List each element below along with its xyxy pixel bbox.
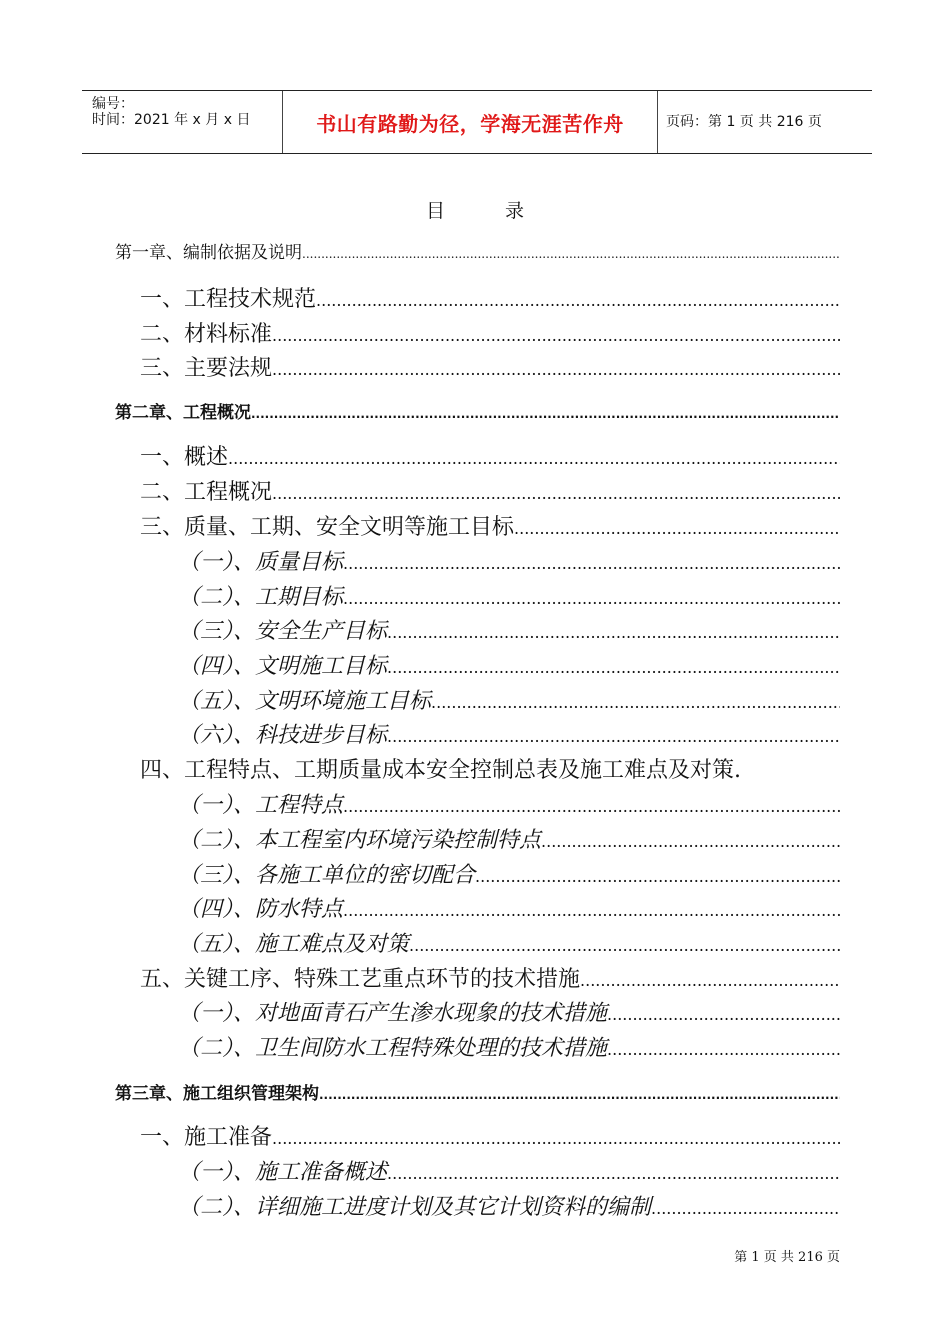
toc-entry[interactable] bbox=[115, 238, 840, 263]
toc-leader-dots bbox=[272, 360, 840, 379]
toc-leader-dots bbox=[302, 247, 840, 261]
toc-entry[interactable] bbox=[178, 545, 840, 576]
toc-leader-dots bbox=[272, 326, 840, 345]
toc-entry-text: （六）、科技进步目标 bbox=[178, 723, 388, 748]
toc-entry[interactable] bbox=[178, 996, 840, 1027]
toc-leader-dots bbox=[409, 936, 840, 955]
toc-entry[interactable] bbox=[178, 927, 840, 958]
toc-entry[interactable] bbox=[178, 684, 840, 715]
toc-entry-text: 一、施工准备 bbox=[140, 1125, 273, 1150]
toc-entry[interactable] bbox=[178, 823, 840, 854]
toc-entry-text: （一）、施工准备概述 bbox=[178, 1160, 388, 1185]
toc-entry[interactable] bbox=[178, 1190, 840, 1221]
toc-leader-dots bbox=[343, 554, 840, 573]
toc-leader-dots bbox=[541, 832, 840, 851]
toc-title: 目录 bbox=[425, 200, 584, 222]
toc-entry[interactable] bbox=[140, 510, 840, 541]
toc-leader-dots bbox=[251, 407, 840, 421]
toc-leader-dots bbox=[272, 1129, 840, 1148]
toc-leader-dots bbox=[272, 484, 840, 503]
toc-leader-dots bbox=[607, 1005, 840, 1024]
toc-entry-text: （二）、卫生间防水工程特殊处理的技术措施 bbox=[178, 1036, 608, 1061]
toc-leader-dots bbox=[514, 519, 840, 538]
toc-entry-text: （五）、施工难点及对策 bbox=[178, 932, 410, 957]
toc-entry[interactable] bbox=[140, 1120, 840, 1151]
toc-entry-text: 一、工程技术规范 bbox=[140, 287, 317, 312]
toc-entry[interactable] bbox=[140, 753, 840, 784]
toc-entry[interactable] bbox=[140, 962, 840, 993]
toc-leader-dots bbox=[387, 623, 840, 642]
toc-entry[interactable] bbox=[178, 788, 840, 819]
toc-entry[interactable] bbox=[140, 282, 840, 313]
toc-entry-text: 第二章、工程概况 bbox=[115, 403, 251, 423]
toc-entry-text: 第三章、施工组织管理架构 bbox=[115, 1084, 319, 1104]
toc-leader-dots bbox=[387, 1164, 840, 1183]
toc-entry-text: （三）、安全生产目标 bbox=[178, 619, 388, 644]
toc-entry-text: （四）、防水特点 bbox=[178, 897, 344, 922]
toc-leader-dots bbox=[580, 971, 840, 990]
toc-entry[interactable] bbox=[178, 614, 840, 645]
toc-entry-text: （一）、质量目标 bbox=[178, 550, 344, 575]
toc-leader-dots bbox=[475, 867, 840, 886]
toc-entry[interactable] bbox=[178, 892, 840, 923]
toc-entry[interactable] bbox=[178, 858, 840, 889]
toc-entry-text: 三、主要法规 bbox=[140, 356, 273, 381]
toc-entry-text: 二、材料标准 bbox=[140, 322, 273, 347]
toc-leader-dots bbox=[343, 589, 840, 608]
toc-leader-dots bbox=[431, 693, 840, 712]
header-page-number: 页码：第 1 页 共 216 页 bbox=[666, 114, 822, 130]
toc-leader-dots bbox=[651, 1199, 840, 1218]
toc-entry-text: 五、关键工序、特殊工艺重点环节的技术措施 bbox=[140, 967, 581, 992]
toc-leader-dots bbox=[607, 1040, 840, 1059]
toc-entry-text: （三）、各施工单位的密切配合 bbox=[178, 863, 476, 888]
toc-entry-text: （一）、工程特点 bbox=[178, 793, 344, 818]
toc-entry-text: （二）、本工程室内环境污染控制特点 bbox=[178, 828, 542, 853]
toc-entry[interactable] bbox=[115, 398, 840, 423]
toc-leader-dots bbox=[319, 1088, 840, 1102]
page-footer: 第 1 页 共 216 页 bbox=[734, 1250, 840, 1265]
toc-entry-text: 一、概述 bbox=[140, 445, 229, 470]
toc-leader-dots bbox=[316, 291, 840, 310]
toc-entry-text: 四、工程特点、工期质量成本安全控制总表及施工难点及对策. bbox=[140, 758, 741, 783]
toc-entry[interactable] bbox=[140, 440, 840, 471]
toc-entry[interactable] bbox=[178, 1031, 840, 1062]
header-motto: 书山有路勤为径，学海无涯苦作舟 bbox=[316, 111, 624, 136]
toc-entry-text: 二、工程概况 bbox=[140, 480, 273, 505]
toc-leader-dots bbox=[343, 901, 840, 920]
toc-entry-text: 第一章、编制依据及说明 bbox=[115, 243, 302, 263]
toc-entry-text: （二）、工期目标 bbox=[178, 585, 344, 610]
toc-leader-dots bbox=[387, 658, 840, 677]
toc-leader-dots bbox=[387, 727, 840, 746]
document-time-label: 时间：2021 年 x 月 x 日 bbox=[92, 112, 251, 128]
toc-entry[interactable] bbox=[140, 351, 840, 382]
toc-entry[interactable] bbox=[178, 649, 840, 680]
toc-entry[interactable] bbox=[178, 580, 840, 611]
toc-entry-text: （二）、详细施工进度计划及其它计划资料的编制 bbox=[178, 1195, 652, 1220]
document-number-label: 编号： bbox=[92, 96, 134, 112]
toc-entry[interactable] bbox=[140, 317, 840, 348]
toc-entry-text: （一）、对地面青石产生渗水现象的技术措施 bbox=[178, 1001, 608, 1026]
toc-leader-dots bbox=[343, 797, 840, 816]
toc-entry[interactable] bbox=[115, 1079, 840, 1104]
toc-entry[interactable] bbox=[178, 718, 840, 749]
toc-entry[interactable] bbox=[140, 475, 840, 506]
toc-entry-text: 三、质量、工期、安全文明等施工目标 bbox=[140, 515, 515, 540]
toc-entry-text: （四）、文明施工目标 bbox=[178, 654, 388, 679]
toc-leader-dots bbox=[228, 449, 840, 468]
toc-entry[interactable] bbox=[178, 1155, 840, 1186]
toc-entry-text: （五）、文明环境施工目标 bbox=[178, 689, 432, 714]
